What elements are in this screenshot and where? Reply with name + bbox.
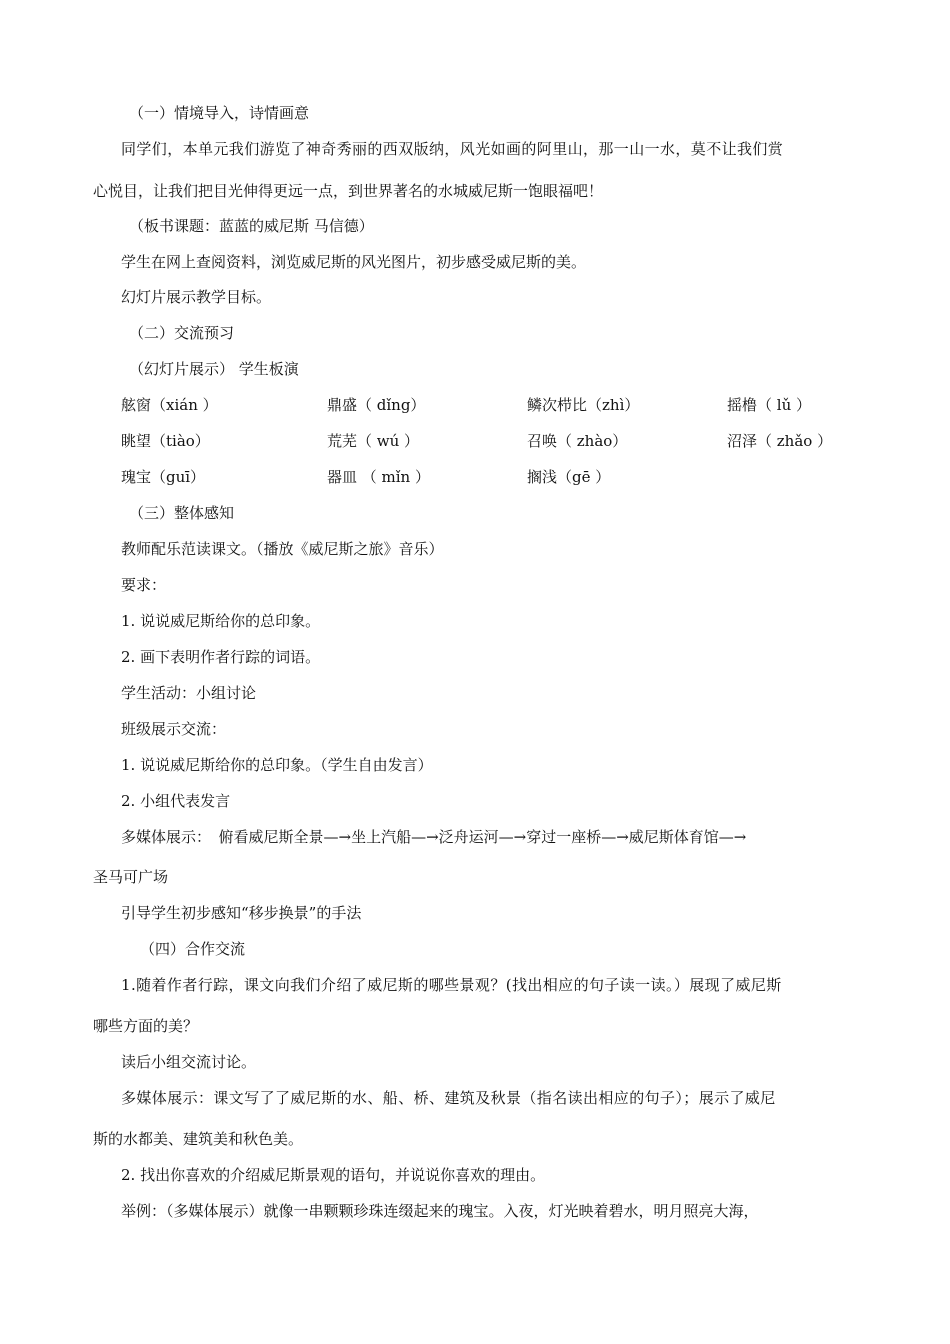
media-summary-line1: 多媒体展示：课文写了了威尼斯的水、船、桥、建筑及秋景（指名读出相应的句子）；展示了威尼 bbox=[121, 1089, 776, 1107]
vocab-item: 摇橹（ lǔ ） bbox=[727, 396, 811, 414]
paragraph-guide: 引导学生初步感知“移步换景”的手法 bbox=[121, 904, 362, 922]
student-activity: 学生活动：小组讨论 bbox=[121, 684, 257, 702]
requirement-2: 2. 画下表明作者行踪的词语。 bbox=[121, 648, 321, 666]
example-line: 举例：（多媒体展示）就像一串颗颗珍珠连缀起来的瑰宝。入夜，灯光映着碧水，明月照亮大海， bbox=[121, 1202, 759, 1220]
question-2: 2. 找出你喜欢的介绍威尼斯景观的语句，并说说你喜欢的理由。 bbox=[121, 1166, 546, 1184]
share-item-1: 1. 说说威尼斯给你的总印象。（学生自由发言） bbox=[121, 756, 433, 774]
paragraph-intro-line1: 同学们，本单元我们游览了神奇秀丽的西双版纳，风光如画的阿里山，那一山一水，莫不让我们赏 bbox=[121, 140, 784, 158]
share-item-2: 2. 小组代表发言 bbox=[121, 792, 231, 810]
vocab-item: 鳞次栉比（zhì） bbox=[527, 396, 640, 414]
paragraph-discussion: 读后小组交流讨论。 bbox=[121, 1053, 257, 1071]
section-heading-3: （三）整体感知 bbox=[129, 504, 235, 522]
media-summary-line2: 斯的水都美、建筑美和秋色美。 bbox=[93, 1130, 304, 1148]
vocab-item: 荒芜（ wú ） bbox=[327, 432, 420, 450]
media-route-line2: 圣马可广场 bbox=[93, 868, 169, 886]
media-route-line1: 多媒体展示： 俯看威尼斯全景—→坐上汽船—→泛舟运河—→穿过一座桥—→威尼斯体育馆—→ bbox=[121, 828, 747, 846]
vocab-item: 搁浅（gē ） bbox=[527, 468, 611, 486]
paragraph-slide-board: （幻灯片展示） 学生板演 bbox=[129, 360, 299, 378]
requirement-1: 1. 说说威尼斯给你的总印象。 bbox=[121, 612, 321, 630]
paragraph-intro-line2: 心悦目，让我们把目光伸得更远一点，到世界著名的水城威尼斯一饱眼福吧！ bbox=[93, 182, 604, 200]
requirements-label: 要求： bbox=[121, 576, 167, 594]
vocab-item: 召唤（ zhào） bbox=[527, 432, 628, 450]
vocab-item: 沼泽（ zhǎo ） bbox=[727, 432, 833, 450]
question-1-line2: 哪些方面的美？ bbox=[93, 1017, 199, 1035]
vocab-item: 瑰宝（guī） bbox=[121, 468, 206, 486]
question-1-line1: 1.随着作者行踪，课文向我们介绍了威尼斯的哪些景观？(找出相应的句子读一读。）展现了威尼斯 bbox=[121, 976, 782, 994]
vocab-item: 器皿 （ mǐn ） bbox=[327, 468, 430, 486]
class-share-label: 班级展示交流： bbox=[121, 720, 227, 738]
vocab-item: 舷窗（xián ） bbox=[121, 396, 218, 414]
paragraph-research: 学生在网上查阅资料，浏览威尼斯的风光图片，初步感受威尼斯的美。 bbox=[121, 253, 587, 271]
paragraph-reading: 教师配乐范读课文。（播放《威尼斯之旅》音乐） bbox=[121, 540, 444, 558]
section-heading-2: （二）交流预习 bbox=[129, 324, 235, 342]
board-title-note: （板书课题：蓝蓝的威尼斯 马信德） bbox=[129, 217, 374, 235]
section-heading-1: （一）情境导入，诗情画意 bbox=[129, 104, 310, 122]
vocab-item: 眺望（tiào） bbox=[121, 432, 210, 450]
section-heading-4: （四）合作交流 bbox=[140, 940, 246, 958]
vocab-item: 鼎盛（ dǐng） bbox=[327, 396, 426, 414]
paragraph-goals: 幻灯片展示教学目标。 bbox=[121, 288, 272, 306]
